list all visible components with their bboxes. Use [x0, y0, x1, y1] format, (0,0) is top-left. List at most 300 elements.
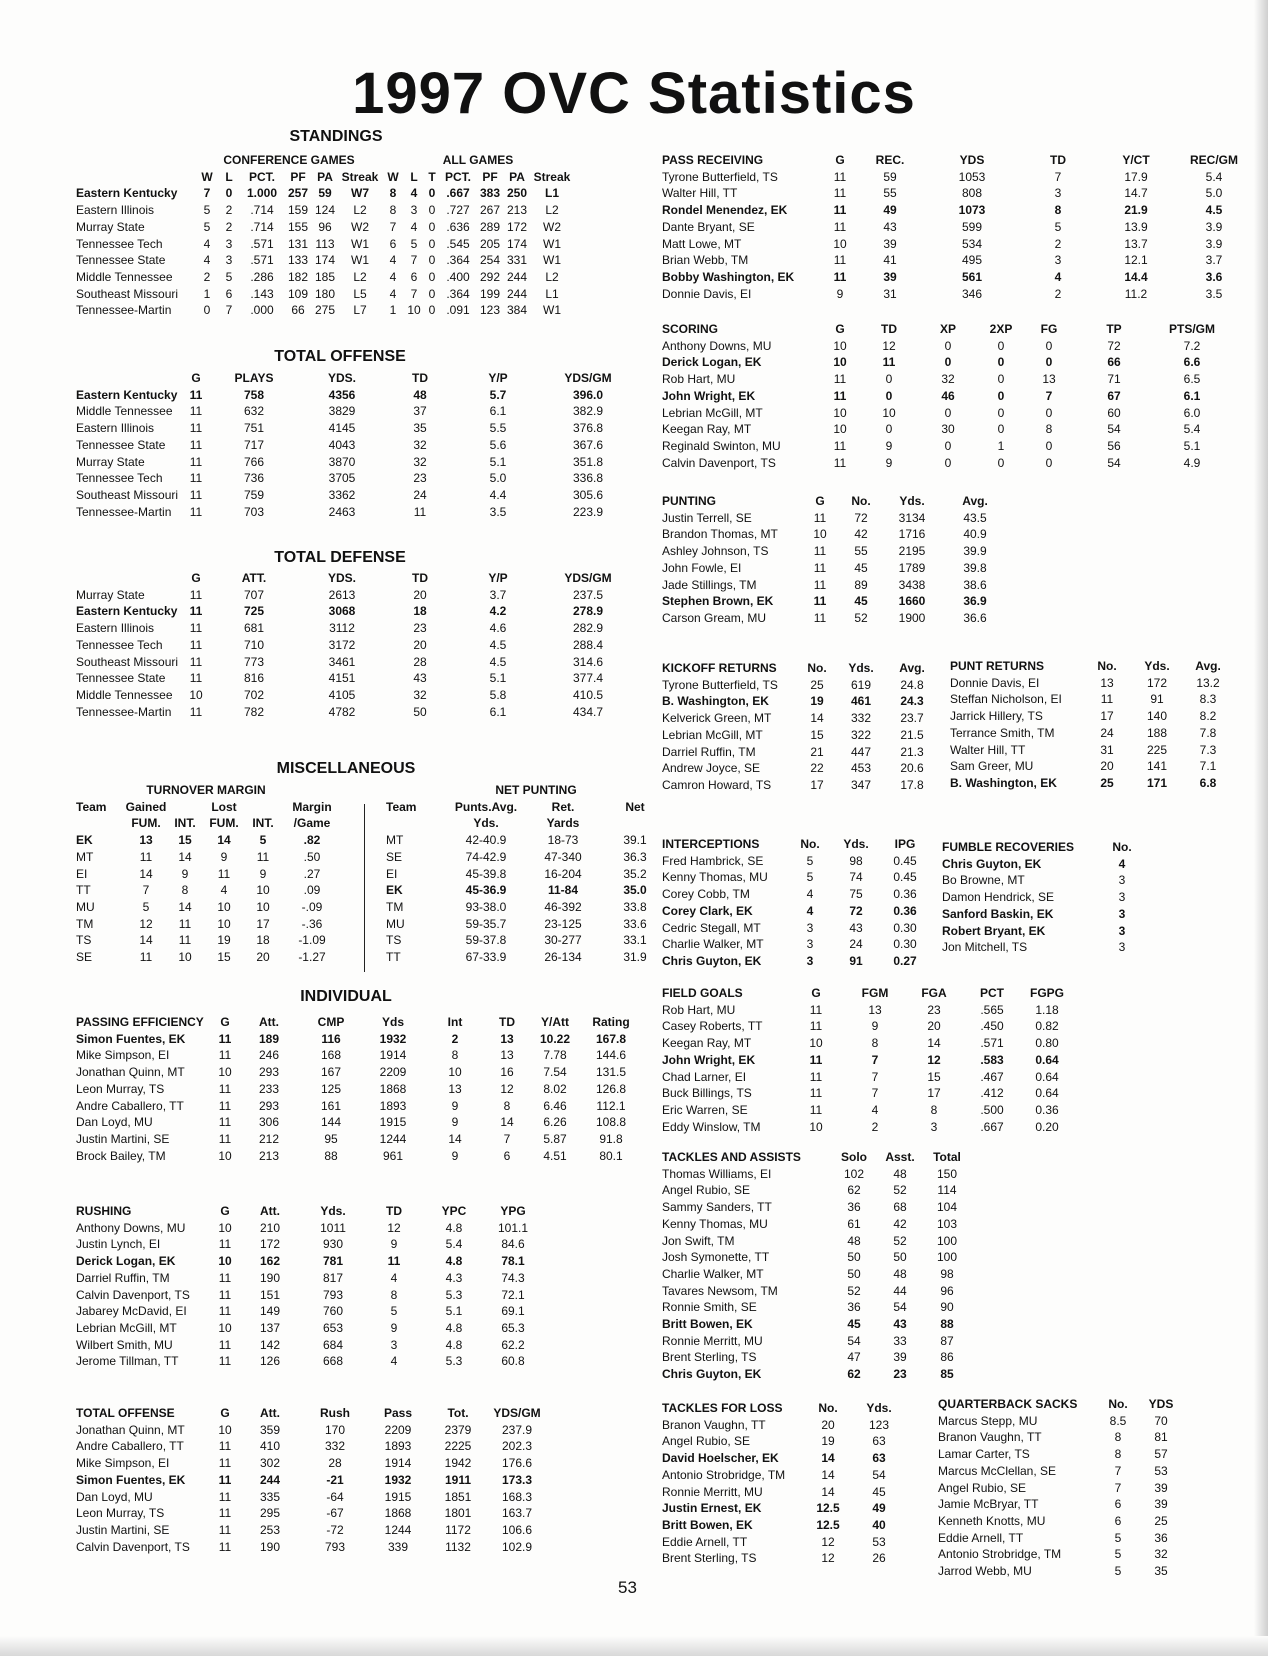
cell-value: 410 [259, 1439, 281, 1454]
row-label [76, 370, 186, 387]
cell-value: 11 [189, 387, 203, 402]
row-label: Rob Hart, MU [662, 1002, 736, 1017]
row-label: Cedric Stegall, MT [662, 920, 761, 935]
cell-value: 3.7 [489, 587, 507, 602]
cell-value: 4 [806, 887, 814, 902]
passing-section [76, 1014, 640, 1164]
cell-value: 336.8 [572, 471, 604, 486]
row-label: Leon Murray, TS [76, 1081, 165, 1096]
cell-value: 72 [1107, 338, 1121, 353]
cell-value: FG [1040, 322, 1058, 336]
row-label: Middle Tennessee [76, 687, 173, 702]
row-label: EK [76, 833, 93, 848]
cell-value: 0 [428, 286, 436, 301]
cell-value: .500 [980, 1102, 1004, 1117]
row-label: MU [386, 916, 405, 931]
cell-value: 4.5 [489, 637, 507, 652]
cell-value: 11 [813, 510, 827, 525]
cell-value: 3 [1118, 890, 1126, 905]
table-row [662, 269, 1250, 286]
cell-value: 5 [225, 269, 233, 284]
cell-value: 39 [883, 269, 897, 284]
row-label: Jonathan Quinn, MT [76, 1422, 185, 1437]
cell-value: 63 [872, 1434, 886, 1449]
cell-value: 172 [259, 1237, 281, 1252]
table-row [950, 691, 1234, 708]
table-header-row [662, 1400, 912, 1417]
cell-value: 0.27 [893, 953, 917, 968]
cell-value: ATT. [241, 571, 267, 585]
cell-value: 199 [479, 286, 501, 301]
cell-value: 5.4 [445, 1237, 463, 1252]
table-header-row [662, 660, 934, 677]
table-row [662, 526, 1010, 543]
cell-value: 11 [813, 560, 827, 575]
cell-value: 5 [1114, 1547, 1122, 1562]
cell-value: 11 [189, 587, 203, 602]
cell-value: No. [1097, 659, 1117, 673]
cell-value: 55 [883, 186, 897, 201]
cell-value: YDS/GM [564, 571, 612, 585]
table-row [662, 1550, 912, 1567]
cell-value: 253 [259, 1522, 281, 1537]
misc-divider [364, 804, 365, 972]
cell-value: 10 [218, 1422, 232, 1437]
cell-value: 11 [178, 916, 192, 931]
cell-value: Lost [211, 799, 237, 814]
cell-value: 8.5 [1109, 1413, 1127, 1428]
cell-value: 103 [936, 1216, 958, 1231]
cell-value: 20.6 [900, 761, 924, 776]
cell-value: 1851 [444, 1489, 472, 1504]
row-label: David Hoelscher, EK [662, 1451, 779, 1466]
cell-value: 50 [847, 1250, 861, 1265]
fumbles-table [942, 839, 1142, 956]
table-row [662, 1035, 1074, 1052]
cell-value: .636 [446, 219, 470, 234]
cell-value: 434.7 [572, 704, 604, 719]
cell-value: 45-39.8 [465, 866, 507, 881]
cell-value: 8 [1054, 203, 1062, 218]
cell-value: 39.9 [963, 544, 987, 559]
cell-value: 10 [813, 527, 827, 542]
cell-value: 106.6 [501, 1522, 533, 1537]
cell-value: 16-204 [544, 866, 582, 881]
cell-value: 32 [941, 372, 955, 387]
cell-value: 23 [413, 621, 427, 636]
cell-value: YDS. [327, 371, 356, 385]
cell-value: 7 [1045, 388, 1053, 403]
cell-value: 278.9 [572, 604, 604, 619]
cell-value: 2 [203, 269, 211, 284]
cell-value: 17.8 [900, 777, 924, 792]
cell-value: 599 [961, 219, 983, 234]
row-label: Leon Murray, TS [76, 1506, 165, 1521]
cell-value: 4 [390, 1270, 398, 1285]
cell-value: 202.3 [501, 1439, 533, 1454]
table-header-row [76, 169, 574, 186]
table-row [942, 939, 1142, 956]
cell-value: 7 [871, 1069, 879, 1084]
cell-value: 61 [847, 1216, 861, 1231]
cell-value: 210 [259, 1220, 281, 1235]
cell-value: 4.51 [543, 1148, 567, 1163]
table-row [662, 577, 1010, 594]
cell-value: 11 [813, 594, 827, 609]
interceptions-table [662, 836, 928, 970]
row-label: Tyrone Butterfield, TS [662, 169, 778, 184]
page-edge-shadow [1254, 0, 1268, 1656]
cell-value: 8 [451, 1048, 459, 1063]
cell-value: 212 [258, 1131, 280, 1146]
cell-value: 23.7 [900, 711, 924, 726]
cell-value: 15 [927, 1069, 941, 1084]
cell-value: 0 [428, 269, 436, 284]
cell-value: 0 [944, 455, 952, 470]
table-row [662, 1249, 970, 1266]
cell-value: 1932 [384, 1472, 412, 1487]
cell-value: 10 [217, 916, 231, 931]
cell-value: 961 [382, 1148, 404, 1163]
cell-value: 84.6 [501, 1237, 525, 1252]
cell-value: 11 [218, 1270, 232, 1285]
table-header-row [76, 1203, 542, 1220]
table-row [76, 454, 638, 471]
table-row [662, 543, 1010, 560]
cell-value: 142 [259, 1337, 281, 1352]
fumbles-section [942, 839, 1142, 956]
cell-value: TD [1050, 153, 1066, 167]
tfl-table [662, 1400, 912, 1567]
table-row [662, 1433, 912, 1450]
cell-value: 0.64 [1035, 1069, 1059, 1084]
cell-value: 4.5 [1205, 203, 1223, 218]
cell-value: 9 [451, 1115, 459, 1130]
cell-value: 98 [940, 1266, 954, 1281]
receiving-section [662, 152, 1250, 302]
cell-value: 759 [243, 487, 265, 502]
cell-value: 382.9 [572, 404, 604, 419]
cell-value: 114 [937, 1183, 957, 1198]
cell-value: 112.1 [596, 1098, 626, 1113]
cell-value: 163.7 [501, 1506, 533, 1521]
cell-value: W1 [543, 303, 561, 318]
cell-value: W [201, 169, 213, 184]
table-row [662, 1216, 970, 1233]
scoring-table [662, 321, 1228, 471]
cell-value: 16 [500, 1065, 514, 1080]
cell-value: 190 [259, 1539, 281, 1554]
table-row [662, 869, 928, 886]
row-label: Jon Swift, TM [662, 1233, 735, 1248]
row-label: Charlie Walker, MT [662, 1266, 764, 1281]
row-label: TOTAL OFFENSE [76, 1406, 175, 1420]
cell-value: 930 [322, 1237, 344, 1252]
cell-value: 10 [833, 236, 847, 251]
row-label: B. Washington, EK [662, 694, 769, 709]
row-label: Murray State [76, 454, 145, 469]
cell-value: L2 [545, 269, 559, 284]
table-row [662, 1500, 912, 1517]
cell-value: 0 [997, 338, 1005, 353]
cell-value: 0 [225, 186, 233, 201]
cell-value: 244 [506, 269, 528, 284]
cell-value: G [835, 153, 845, 167]
cell-value: 3.9 [1205, 236, 1223, 251]
row-label: Tennessee-Martin [76, 504, 172, 519]
cell-value: 31 [883, 286, 897, 301]
cell-value: 2195 [898, 544, 926, 559]
cell-value: 12.1 [1124, 253, 1148, 268]
row-label: Jade Stillings, TM [662, 577, 757, 592]
cell-value: -72 [326, 1522, 344, 1537]
cell-value: 1915 [379, 1115, 407, 1130]
table-row [76, 1472, 546, 1489]
cell-value: 5 [390, 1304, 398, 1319]
cell-value: 0 [997, 372, 1005, 387]
cell-value: 0.80 [1035, 1036, 1059, 1051]
cell-value: 13 [1100, 675, 1114, 690]
table-row [938, 1446, 1184, 1463]
table-row [662, 1199, 970, 1216]
cell-value: 11 [218, 1237, 232, 1252]
row-label: Jamie McBryar, TT [938, 1497, 1039, 1512]
cell-value: Net [625, 799, 645, 814]
row-label: Justin Lynch, EI [76, 1237, 161, 1252]
table-row [662, 338, 1228, 355]
cell-value: W2 [543, 219, 561, 234]
table-row [662, 1450, 912, 1467]
row-label: Lamar Carter, TS [938, 1447, 1030, 1462]
cell-value: 1172 [445, 1522, 471, 1537]
cell-value: 4.6 [489, 621, 507, 636]
cell-value: 5 [806, 870, 814, 885]
cell-value: -.09 [301, 899, 323, 914]
row-label: Calvin Davenport, TS [76, 1539, 190, 1554]
cell-value: 40 [872, 1517, 886, 1532]
cell-value: 1244 [384, 1522, 412, 1537]
table-row [76, 654, 638, 671]
row-label: Charlie Walker, MT [662, 937, 764, 952]
cell-value: 725 [243, 604, 265, 619]
cell-value: 31.9 [623, 950, 647, 965]
row-label: Jarrick Hillery, TS [950, 709, 1043, 724]
cell-value: .143 [250, 286, 274, 301]
cell-value: 0 [428, 203, 436, 218]
cell-value: 5.1 [445, 1304, 463, 1319]
cell-value: 5.3 [445, 1287, 463, 1302]
page-title: 1997 OVC Statistics [352, 61, 916, 126]
cell-value: 0 [885, 422, 893, 437]
cell-value: 6.0 [1183, 405, 1201, 420]
cell-value: 33 [893, 1333, 907, 1348]
cell-value: 10 [833, 422, 847, 437]
cell-value: 1 [203, 286, 211, 301]
row-label: John Wright, EK [662, 1052, 756, 1067]
cell-value: 20 [1100, 759, 1114, 774]
cell-value: 11 [218, 1456, 232, 1471]
row-label: Branon Vaughn, TT [662, 1417, 766, 1432]
table-row [950, 742, 1234, 759]
total-defense-section [76, 570, 638, 720]
cell-value: 155 [287, 219, 309, 234]
cell-value: 11 [218, 1115, 232, 1130]
cell-value: 7 [1054, 169, 1062, 184]
cell-value: 38.6 [963, 577, 987, 592]
net-punting-label: NET PUNTING [495, 783, 577, 797]
table-row [662, 710, 934, 727]
cell-value: 6.5 [1183, 372, 1201, 387]
cell-value: .571 [980, 1036, 1004, 1051]
cell-value: 9 [836, 286, 844, 301]
table-row [76, 403, 638, 420]
cell-value: 17.9 [1124, 169, 1148, 184]
table-row [76, 1320, 542, 1337]
row-label: Stephen Brown, EK [662, 594, 774, 609]
cell-value: 244 [506, 286, 528, 301]
cell-value: G [811, 986, 821, 1000]
cell-value: 42 [854, 527, 868, 542]
table-row [950, 775, 1234, 792]
cell-value: 4 [389, 253, 397, 268]
cell-value: 4 [220, 883, 228, 898]
table-row [938, 1429, 1184, 1446]
cell-value: 18 [256, 933, 270, 948]
table-row [76, 269, 574, 286]
table-row [76, 1303, 542, 1320]
table-header-row [662, 321, 1228, 338]
row-label: Kenny Thomas, MU [662, 1216, 768, 1231]
cell-value: 0.36 [893, 903, 917, 918]
cell-value: 3 [410, 203, 418, 218]
table-row [76, 587, 638, 604]
cell-value: 10 [833, 355, 847, 370]
ind-offense-table [76, 1405, 546, 1555]
cell-value: TD [386, 1204, 402, 1218]
cell-value: 174 [314, 253, 336, 268]
cell-value: Pass [383, 1406, 413, 1420]
cell-value: 2463 [328, 504, 356, 519]
cell-value: 170 [324, 1422, 346, 1437]
table-row [76, 1098, 640, 1115]
table-row [662, 1349, 970, 1366]
cell-value: 410.5 [572, 687, 604, 702]
cell-value: PA [509, 169, 525, 184]
row-label: Tennessee-Martin [76, 303, 172, 318]
cell-value: 8 [1045, 422, 1053, 437]
cell-value: 0 [428, 253, 436, 268]
cell-value: -64 [326, 1489, 344, 1504]
cell-value: 1053 [958, 169, 986, 184]
cell-value: .82 [303, 833, 321, 848]
table-header-row [76, 370, 638, 387]
net-punting-table [386, 799, 676, 966]
cell-value: 11 [218, 1304, 232, 1319]
cell-value: 70 [1154, 1413, 1168, 1428]
cell-value: 5 [142, 899, 150, 914]
row-label: Dante Bryant, SE [662, 219, 755, 234]
cell-value: 68 [893, 1200, 907, 1215]
cell-value: 2379 [444, 1422, 472, 1437]
table-row [76, 1489, 546, 1506]
scoring-section [662, 321, 1228, 471]
cell-value: 3 [1054, 253, 1062, 268]
cell-value: 39.8 [963, 560, 987, 575]
cell-value: 10 [256, 899, 270, 914]
cell-value: 43.5 [963, 510, 987, 525]
cell-value: 1789 [898, 560, 926, 575]
row-label: John Fowle, EI [662, 560, 742, 575]
cell-value: 1244 [379, 1131, 407, 1146]
cell-value: 10 [256, 883, 270, 898]
cell-value: 144.6 [595, 1048, 627, 1063]
cell-value: 6 [389, 236, 397, 251]
cell-value: 4 [390, 1354, 398, 1369]
cell-value: FGA [921, 986, 947, 1000]
cell-value: 54 [1107, 422, 1121, 437]
cell-value: 11 [218, 1439, 232, 1454]
row-label: Brandon Thomas, MT [662, 527, 778, 542]
table-row [386, 866, 676, 883]
cell-value: 86 [940, 1350, 954, 1365]
row-label: EI [76, 866, 88, 881]
cell-value: Int [447, 1015, 463, 1029]
cell-value: .091 [446, 303, 470, 318]
cell-value: 32 [413, 437, 427, 452]
cell-value: 123 [479, 303, 501, 318]
cell-value: 39 [1154, 1480, 1168, 1495]
cell-value: 9 [451, 1098, 459, 1113]
cell-value: 322 [850, 727, 872, 742]
cell-value: PCT [980, 986, 1004, 1000]
cell-value: 96 [318, 219, 332, 234]
cell-value: 13 [500, 1048, 514, 1063]
table-row [662, 1102, 1074, 1119]
cell-value: 4 [410, 219, 418, 234]
cell-value: G [191, 571, 201, 585]
cell-value: W2 [351, 219, 369, 234]
table-row [662, 744, 934, 761]
cell-value: 11 [218, 1472, 232, 1487]
cell-value: 1716 [898, 527, 926, 542]
table-row [76, 1455, 546, 1472]
row-label: Terrance Smith, TM [950, 725, 1055, 740]
cell-value: 173.3 [501, 1472, 533, 1487]
cell-value: 781 [322, 1254, 344, 1269]
row-label: Chris Guyton, EK [662, 953, 762, 968]
row-label: Branon Vaughn, TT [938, 1430, 1042, 1445]
cell-value: 141 [1146, 759, 1168, 774]
table-row [950, 758, 1234, 775]
cell-value: 11 [833, 372, 847, 387]
table-row [662, 1266, 970, 1283]
cell-value: 11 [189, 404, 203, 419]
row-label: TS [386, 933, 402, 948]
cell-value: W1 [543, 253, 561, 268]
table-row [662, 371, 1228, 388]
cell-value: 176.6 [501, 1456, 533, 1471]
cell-value: 4 [389, 269, 397, 284]
cell-value: .571 [250, 253, 274, 268]
cell-value: 11 [833, 253, 847, 268]
cell-value: L5 [353, 286, 367, 301]
cell-value: 13 [448, 1081, 462, 1096]
cell-value: CMP [317, 1015, 345, 1029]
cell-value: 20 [927, 1019, 941, 1034]
cell-value: Att. [260, 1204, 280, 1218]
cell-value: -1.09 [298, 933, 326, 948]
row-label [76, 570, 186, 587]
